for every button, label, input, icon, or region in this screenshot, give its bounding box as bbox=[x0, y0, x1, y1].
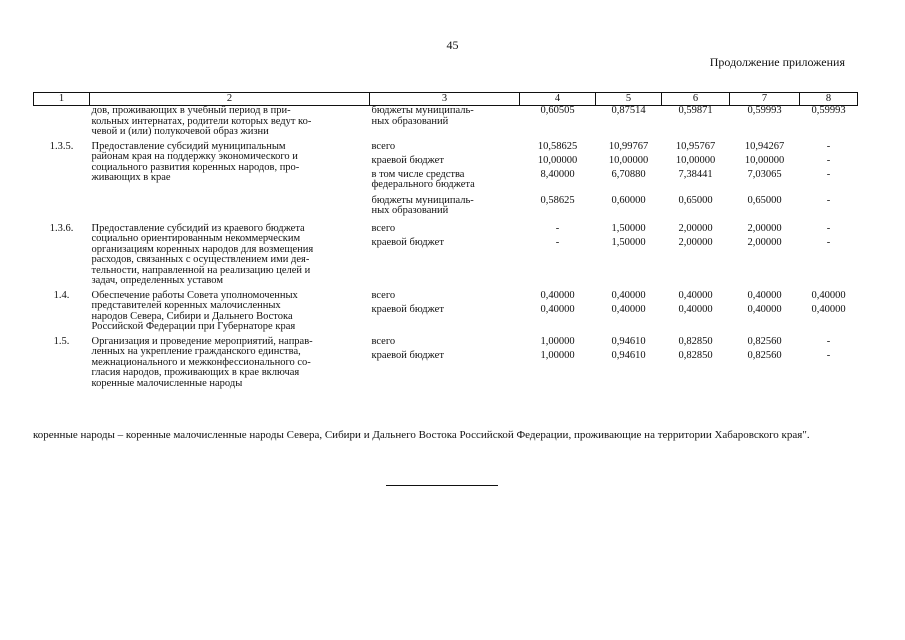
funding-source-line: краевой бюджет bbox=[371, 349, 444, 361]
funding-source-line: краевой бюджет bbox=[371, 154, 444, 166]
header-cell: 1 bbox=[34, 93, 90, 106]
description-line: кольных интернатах, родители которых ведут ко- bbox=[91, 115, 312, 127]
row-number: 1.4. bbox=[53, 289, 70, 301]
value: 0,58625 bbox=[540, 194, 575, 206]
value: 0,40000 bbox=[811, 303, 846, 315]
value: 0,40000 bbox=[611, 289, 646, 301]
value: 8,40000 bbox=[540, 168, 575, 180]
value: 10,00000 bbox=[537, 154, 578, 166]
funding-source-cell bbox=[370, 287, 520, 333]
value: - bbox=[826, 349, 831, 361]
funding-source-line: всего bbox=[371, 140, 396, 152]
row-number: 1.3.5. bbox=[49, 140, 74, 152]
value-cell-col-8 bbox=[800, 138, 858, 222]
funding-source-cell bbox=[370, 222, 520, 287]
value: - bbox=[826, 140, 831, 152]
value: 2,00000 bbox=[678, 236, 713, 248]
value: - bbox=[826, 154, 831, 166]
row-description bbox=[90, 333, 370, 390]
table-row bbox=[34, 333, 858, 390]
funding-source-line: всего bbox=[371, 222, 396, 234]
description-line: межнационального и межконфессионального со- bbox=[91, 356, 311, 368]
value: 0,40000 bbox=[811, 289, 846, 301]
value-cell-col-5 bbox=[596, 222, 662, 287]
value: 0,40000 bbox=[540, 303, 575, 315]
description-line: Обеспечение работы Совета уполномоченных bbox=[91, 289, 298, 301]
value: 0,59993 bbox=[747, 105, 782, 116]
value: 2,00000 bbox=[747, 222, 782, 234]
funding-source-cell bbox=[370, 138, 520, 222]
funding-source bbox=[372, 291, 518, 305]
value-cell-col-7 bbox=[730, 106, 800, 138]
value: - bbox=[826, 168, 831, 180]
funding-source bbox=[372, 170, 518, 196]
value: 2,00000 bbox=[678, 222, 713, 234]
description-line: дов, проживающих в учебный период в при- bbox=[91, 105, 291, 116]
value-cell-col-6 bbox=[662, 287, 730, 333]
row-description bbox=[90, 106, 370, 138]
funding-source-line: всего bbox=[371, 289, 396, 301]
value: 0,40000 bbox=[540, 289, 575, 301]
row-description bbox=[90, 287, 370, 333]
value: 0,87514 bbox=[611, 105, 646, 116]
description-line: ленных на укрепление гражданского единства, bbox=[91, 346, 301, 357]
value-cell-col-4 bbox=[520, 138, 596, 222]
description-line: коренные малочисленные народы bbox=[91, 377, 243, 389]
value: 1,00000 bbox=[540, 349, 575, 361]
table-row bbox=[34, 222, 858, 287]
value: 10,94267 bbox=[744, 140, 785, 152]
value: 0,82850 bbox=[678, 335, 713, 347]
funding-source bbox=[372, 156, 518, 170]
value-cell-col-5 bbox=[596, 138, 662, 222]
description-line: чевой и (или) полукочевой образ жизни bbox=[91, 126, 269, 137]
header-cell: 4 bbox=[520, 93, 596, 106]
funding-source bbox=[372, 351, 518, 365]
funding-source bbox=[372, 238, 518, 252]
description-line: задач, определенных уставом bbox=[91, 275, 224, 286]
description-line: народов Севера, Сибири и Дальнего Востока bbox=[91, 310, 293, 322]
value: 0,40000 bbox=[747, 289, 782, 301]
value: - bbox=[826, 236, 831, 248]
value: 0,94610 bbox=[611, 335, 646, 347]
value: 10,00000 bbox=[675, 154, 716, 166]
value-cell-col-5 bbox=[596, 287, 662, 333]
value: - bbox=[826, 222, 831, 234]
value: 0,82560 bbox=[747, 335, 782, 347]
value-cell-col-7 bbox=[730, 287, 800, 333]
value-cell-col-8 bbox=[800, 222, 858, 287]
value-cell-col-6 bbox=[662, 106, 730, 138]
value-cell-col-4 bbox=[520, 222, 596, 287]
header-cell: 7 bbox=[730, 93, 800, 106]
funding-source bbox=[372, 106, 518, 132]
value: - bbox=[826, 194, 831, 206]
description-line: Предоставление субсидий из краевого бюджета bbox=[91, 222, 305, 234]
value: 0,82560 bbox=[747, 349, 782, 361]
value-cell-col-7 bbox=[730, 138, 800, 222]
footnote: коренные народы – коренные малочисленные народы Севера, Сибири и Дальнего Востока Российской Федерации, проживающие на территории Хабаровского края". bbox=[33, 429, 810, 441]
funding-source-line: краевой бюджет bbox=[371, 236, 444, 248]
value: 0,59871 bbox=[678, 105, 713, 116]
description-line: Российской Федерации при Губернаторе края bbox=[91, 321, 296, 332]
value: 10,00000 bbox=[608, 154, 649, 166]
row-number bbox=[34, 106, 90, 138]
value: 10,95767 bbox=[675, 140, 716, 152]
row-number: 1.5. bbox=[53, 335, 70, 347]
value-cell-col-8 bbox=[800, 333, 858, 390]
value: 0,65000 bbox=[747, 194, 782, 206]
header-cell: 8 bbox=[800, 93, 858, 106]
funding-source bbox=[372, 337, 518, 351]
separator-rule bbox=[386, 485, 498, 486]
funding-source-line: бюджеты муниципаль- bbox=[371, 105, 474, 116]
header-cell: 5 bbox=[596, 93, 662, 106]
header-cell: 6 bbox=[662, 93, 730, 106]
funding-source-line: ных образований bbox=[371, 115, 449, 127]
value: 0,60000 bbox=[611, 194, 646, 206]
value: 0,40000 bbox=[678, 303, 713, 315]
funding-source-line: краевой бюджет bbox=[371, 303, 444, 315]
description-line: районам края на поддержку экономического и bbox=[91, 151, 298, 162]
table-row bbox=[34, 106, 858, 138]
value: 1,50000 bbox=[611, 222, 646, 234]
value: 7,03065 bbox=[747, 168, 782, 180]
table-row bbox=[34, 287, 858, 333]
value-cell-col-5 bbox=[596, 106, 662, 138]
description-line: социально ориентированным некоммерческим bbox=[91, 233, 301, 244]
value-cell-col-4 bbox=[520, 333, 596, 390]
description-line: Предоставление субсидий муниципальным bbox=[91, 140, 286, 152]
funding-source-line: федерального бюджета bbox=[371, 179, 475, 190]
value: 7,38441 bbox=[678, 168, 713, 180]
value: 6,70880 bbox=[611, 168, 646, 180]
funding-source-cell bbox=[370, 106, 520, 138]
funding-source-line: всего bbox=[371, 335, 396, 347]
funding-source-line: бюджеты муниципаль- bbox=[371, 194, 474, 206]
funding-source bbox=[372, 305, 518, 319]
value-cell-col-6 bbox=[662, 222, 730, 287]
value-cell-col-6 bbox=[662, 138, 730, 222]
value: 0,60505 bbox=[540, 105, 575, 116]
header-cell: 2 bbox=[90, 93, 370, 106]
value-cell-col-4 bbox=[520, 106, 596, 138]
value: - bbox=[555, 222, 560, 234]
value: 0,40000 bbox=[611, 303, 646, 315]
header-cell: 3 bbox=[370, 93, 520, 106]
value: 0,82850 bbox=[678, 349, 713, 361]
page-number: 45 bbox=[446, 38, 459, 52]
value-cell-col-6 bbox=[662, 333, 730, 390]
row-description bbox=[90, 138, 370, 222]
value: 2,00000 bbox=[747, 236, 782, 248]
continuation-label: Продолжение приложения bbox=[709, 55, 845, 69]
funding-source-line: ных образований bbox=[371, 205, 449, 216]
description-line: живающих в крае bbox=[91, 172, 171, 183]
funding-source bbox=[372, 224, 518, 238]
value: 10,00000 bbox=[744, 154, 785, 166]
funding-source-line: в том числе средства bbox=[371, 168, 465, 180]
value: 1,50000 bbox=[611, 236, 646, 248]
value: 0,40000 bbox=[678, 289, 713, 301]
description-line: социального развития коренных народов, про- bbox=[91, 161, 300, 173]
row-description bbox=[90, 222, 370, 287]
value-cell-col-7 bbox=[730, 222, 800, 287]
value-cell-col-8 bbox=[800, 287, 858, 333]
value: 0,94610 bbox=[611, 349, 646, 361]
table-header-row bbox=[34, 93, 858, 106]
value: 0,59993 bbox=[811, 105, 846, 116]
description-line: гласия народов, проживающих в крае включая bbox=[91, 367, 300, 378]
value: - bbox=[826, 335, 831, 347]
value-cell-col-7 bbox=[730, 333, 800, 390]
value: - bbox=[555, 236, 560, 248]
description-line: расходов, связанных с осуществлением ими дея- bbox=[91, 254, 310, 265]
table-row bbox=[34, 138, 858, 222]
value: 0,40000 bbox=[747, 303, 782, 315]
value-cell-col-8 bbox=[800, 106, 858, 138]
value-cell-col-5 bbox=[596, 333, 662, 390]
value: 0,65000 bbox=[678, 194, 713, 206]
value-cell-col-4 bbox=[520, 287, 596, 333]
row-number: 1.3.6. bbox=[49, 222, 74, 234]
description-line: Организация и проведение мероприятий, направ- bbox=[91, 335, 313, 347]
description-line: тельности, направленной на реализацию целей и bbox=[91, 264, 311, 276]
value: 10,58625 bbox=[537, 140, 578, 152]
value: 1,00000 bbox=[540, 335, 575, 347]
description-line: представителей коренных малочисленных bbox=[91, 300, 281, 311]
funding-source-cell bbox=[370, 333, 520, 390]
description-line: организациям коренных народов для возмещения bbox=[91, 243, 314, 255]
program-table bbox=[33, 92, 858, 389]
value: 10,99767 bbox=[608, 140, 649, 152]
funding-source bbox=[372, 196, 518, 222]
funding-source bbox=[372, 142, 518, 156]
